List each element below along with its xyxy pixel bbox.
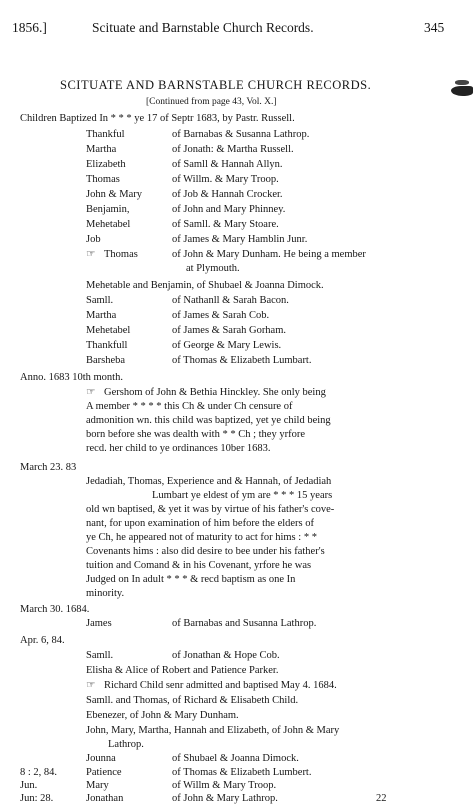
entry-parents: of Barnabas & Susanna Lathrop. (172, 129, 310, 140)
date-label: Anno. 1683 10th month. (20, 372, 123, 383)
entry-parents: of Samll & Hannah Allyn. (172, 159, 283, 170)
entry-name: Thomas (104, 249, 138, 260)
entry-name: Mehetabel (86, 219, 131, 230)
entry-name: Thankfull (86, 340, 128, 351)
entry-name: Thomas (86, 174, 120, 185)
entry-name: Elizabeth (86, 159, 126, 170)
entry-parents: of John and Mary Phinney. (172, 204, 286, 215)
pointing-hand-icon: ☞ (86, 387, 96, 398)
paragraph-line: born before she was dealth with * * Ch ; they yrfore (86, 429, 305, 440)
entry-line: Elisha & Alice of Robert and Patience Parker. (86, 665, 279, 676)
entry-continuation: Lathrop. (108, 739, 144, 750)
entry-name: Job (86, 234, 101, 245)
entry-parents: of James & Sarah Gorham. (172, 325, 287, 336)
ink-smudge (451, 86, 473, 96)
entry-name: Barsheba (86, 355, 126, 366)
entry-name: Martha (86, 144, 117, 155)
paragraph-line: Lumbart ye eldest of ym are * * * 15 years (152, 490, 333, 501)
paragraph-line: nant, for upon examination of him before the elders of (86, 518, 315, 529)
entry-name: Patience (86, 767, 122, 778)
paragraph-line: Gershom of John & Bethia Hinckley. She only being (104, 387, 326, 398)
entry-parents: of Willm & Mary Troop. (172, 780, 277, 791)
entry-line: Samll. and Thomas, of Richard & Elisabeth Child. (86, 695, 299, 706)
entry-parents: of Jonathan & Hope Cob. (172, 650, 280, 661)
continued-note: [Continued from page 43, Vol. X.] (146, 97, 277, 107)
article-title: SCITUATE AND BARNSTABLE CHURCH RECORDS. (60, 78, 372, 92)
paragraph-line: minority. (86, 588, 125, 599)
date-label: Jun: 28. (20, 793, 54, 804)
date-label: Jun. (20, 780, 38, 791)
date-label: Apr. 6, 84. (20, 635, 65, 646)
entry-line: Richard Child senr admitted and baptised May 4. 1684. (104, 680, 337, 691)
entry-name: Samll. (86, 295, 114, 306)
pointing-hand-icon: ☞ (86, 249, 96, 260)
entry-line: Ebenezer, of John & Mary Dunham. (86, 710, 239, 721)
entry-parents: of John & Mary Dunham. He being a member (172, 249, 366, 260)
paragraph-line: recd. her child to ye ordinances 10ber 1683. (86, 443, 271, 454)
entry-name: James (86, 618, 112, 629)
entry-parents: of Barnabas and Susanna Lathrop. (172, 618, 317, 629)
entry-line: John, Mary, Martha, Hannah and Elizabeth, of John & Mary (86, 725, 340, 736)
entry-line: Mehetable and Benjamin, of Shubael & Joanna Dimock. (86, 280, 324, 291)
paragraph-line: A member * * * * this Ch & under Ch censure of (86, 401, 293, 412)
paragraph-line: admonition wn. this child was baptized, yet ye child being (86, 415, 331, 426)
entry-name: Jounna (86, 753, 116, 764)
entry-name: Martha (86, 310, 117, 321)
entry-name: Mehetabel (86, 325, 131, 336)
paragraph-line: tuition and Comand & in his Covenant, yrfore he was (86, 560, 312, 571)
entry-parents: of Shubael & Joanna Dimock. (172, 753, 299, 764)
paragraph-line: old wn baptised, & yet it was by virtue of his father's cove- (86, 504, 335, 515)
entry-parents: of James & Mary Hamblin Junr. (172, 234, 308, 245)
entry-parents: of Thomas & Elizabeth Lumbert. (172, 767, 312, 778)
entry-name: Benjamin, (86, 204, 130, 215)
section-heading: Children Baptized In * * * ye 17 of Septr 1683, by Pastr. Russell. (20, 113, 295, 124)
entry-parents: of Nathanll & Sarah Bacon. (172, 295, 289, 306)
entry-name: Jonathan (86, 793, 124, 804)
entry-name: Thankful (86, 129, 125, 140)
entry-parents: of Willm. & Mary Troop. (172, 174, 279, 185)
page-number: 345 (424, 20, 445, 35)
running-title: Scituate and Barnstable Church Records. (92, 20, 314, 35)
date-label: 8 : 2, 84. (20, 767, 58, 778)
entry-parents: of John & Mary Lathrop. (172, 793, 278, 804)
header-year: 1856.] (12, 20, 47, 35)
entry-parents: of Jonath: & Martha Russell. (172, 144, 294, 155)
paragraph-line: Covenants hims : also did desire to bee under his father's (86, 546, 325, 557)
ink-smudge-small (455, 80, 469, 85)
entry-parents: of George & Mary Lewis. (172, 340, 282, 351)
entry-name: John & Mary (86, 189, 142, 200)
entry-parents: of Samll. & Mary Stoare. (172, 219, 279, 230)
entry-parents: of Thomas & Elizabeth Lumbart. (172, 355, 312, 366)
date-label: March 30. 1684. (20, 604, 90, 615)
entry-name: Mary (86, 780, 109, 791)
signature-mark: 22 (376, 793, 387, 804)
pointing-hand-icon: ☞ (86, 680, 96, 691)
date-label: March 23. 83 (20, 462, 77, 473)
paragraph-line: ye Ch, he appeared not of maturity to act for hims : * * (86, 532, 317, 543)
entry-continuation: at Plymouth. (186, 263, 240, 274)
paragraph-line: Jedadiah, Thomas, Experience and & Hannah, of Jedadiah (86, 476, 332, 487)
entry-name: Samll. (86, 650, 114, 661)
entry-parents: of Job & Hannah Crocker. (172, 189, 283, 200)
entry-parents: of James & Sarah Cob. (172, 310, 270, 321)
paragraph-line: Judged on In adult * * * & recd baptism as one In (86, 574, 296, 585)
